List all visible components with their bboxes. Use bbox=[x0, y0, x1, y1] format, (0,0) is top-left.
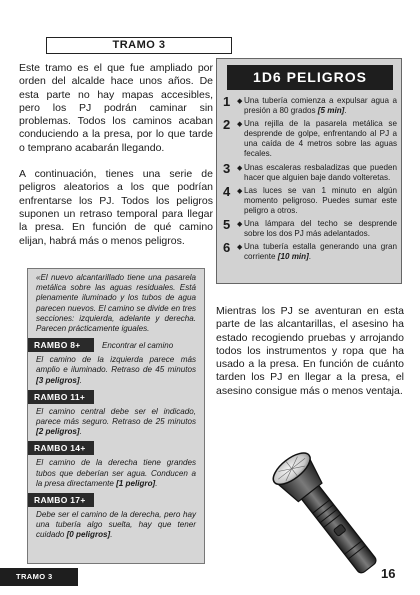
roll-row bbox=[28, 390, 196, 404]
hazard-item bbox=[223, 183, 397, 216]
roll-row bbox=[28, 338, 196, 352]
roll-tag: RAMBO 14+ bbox=[28, 441, 94, 455]
hazard-number: 4 bbox=[223, 183, 231, 199]
hazard-item bbox=[223, 119, 397, 159]
hazards-title: 1D6 PELIGROS bbox=[227, 65, 393, 90]
diamond-bullet-icon: ◆ bbox=[237, 221, 243, 229]
intro-paragraph: Este tramo es el que fue ampliado por orden del alcalde hace unos años. De esta parte no hay mapas accesibles, pero los PJ podrán caminar sin problemas. Todos los caminos acaban conduciendo a la presa, por lo que tarde o temprano acabarán llegando. bbox=[19, 62, 213, 154]
hazard-number: 5 bbox=[223, 217, 231, 233]
hazard-text: Las luces se van 1 minuto en algún momento peligroso. Puedes sumar este peligro a otros. bbox=[244, 185, 397, 215]
hazard-item bbox=[223, 242, 397, 262]
hazard-text: Una lámpara del techo se desprende sobre los dos PJ más adelantados. bbox=[244, 219, 397, 239]
diamond-bullet-icon: ◆ bbox=[237, 121, 243, 129]
roll-result-text: El camino central debe ser el indicado, parece más seguro. Retraso de 25 minutos [2 peligros]. bbox=[36, 406, 196, 437]
roll-tag: RAMBO 17+ bbox=[28, 493, 94, 507]
hazards-explanation-paragraph: A continuación, tienes una serie de peligros aleatorios a los que podrían enfrentarse los PJ. Todos los peligros suponen un retraso temporal para llegar la presa. En función de qué camino elijan, habrá más o menos peligros. bbox=[19, 168, 213, 247]
roll-tag: RAMBO 8+ bbox=[28, 338, 94, 352]
killer-paragraph: Mientras los PJ se aventuran en esta parte de las alcantarillas, el asesino ha estado recogiendo pruebas y arrojando todos los instrumentos y ropa que ha usado a la presa. En función de cuánto tarden los PJ en llegar a la presa, el asesino consigue más o menos ventaja. bbox=[216, 305, 404, 397]
diamond-bullet-icon: ◆ bbox=[237, 98, 243, 105]
hazard-number: 3 bbox=[223, 160, 231, 176]
path-description: «El nuevo alcantarillado tiene una pasarela metálica sobre las aguas residuales. Está plenamente iluminado y los tubos de agua parecen nuevos. El camino se divide en tres secciones: izquierda, adelante y derecha. Parecen prácticamente iguales. bbox=[36, 273, 196, 334]
hazards-list bbox=[223, 96, 397, 265]
hazard-text: Una tubería comienza a expulsar agua a presión a 80 grados [5 min]. bbox=[244, 96, 397, 116]
flashlight-icon bbox=[244, 434, 392, 574]
diamond-bullet-icon: ◆ bbox=[237, 164, 243, 172]
path-rolls-box bbox=[27, 268, 205, 564]
roll-tag: RAMBO 11+ bbox=[28, 390, 94, 404]
diamond-bullet-icon: ◆ bbox=[237, 244, 243, 252]
roll-result-text: Debe ser el camino de la derecha, pero hay una tubería algo suelta, hay que tener cuidado [0 peligros]. bbox=[36, 510, 196, 540]
diamond-bullet-icon: ◆ bbox=[237, 187, 243, 195]
hazard-number: 1 bbox=[223, 94, 231, 109]
roll-row bbox=[28, 493, 196, 507]
section-title: TRAMO 3 bbox=[46, 37, 232, 54]
hazards-table-box bbox=[216, 58, 402, 284]
hazard-text: Una tubería estalla generando una gran corriente [10 min]. bbox=[244, 242, 397, 262]
page-number: 16 bbox=[381, 566, 396, 581]
roll-row bbox=[28, 441, 196, 455]
roll-result-text: El camino de la izquierda parece más amplio e iluminado. Retraso de 45 minutos [3 peligros]. bbox=[36, 355, 196, 385]
hazard-item bbox=[223, 219, 397, 239]
roll-skill-label: Encontrar el camino bbox=[102, 340, 174, 350]
intro-text-column bbox=[19, 62, 213, 261]
hazard-text: Una rejilla de la pasarela metálica se desprende de golpe, enfrentando al PJ a una caída de 4 metros sobre las aguas fecales. bbox=[244, 119, 397, 159]
roll-result-text: El camino de la derecha tiene grandes tubos que deberían ser agua. Conducen a la presa directamente [1 peligro]. bbox=[36, 458, 196, 488]
hazard-number: 6 bbox=[223, 240, 231, 256]
footer-section-tab: TRAMO 3 bbox=[0, 568, 78, 586]
hazard-item bbox=[223, 96, 397, 116]
hazard-text: Unas escaleras resbaladizas que pueden hacer que alguien baje dando volteretas. bbox=[244, 162, 397, 182]
hazard-item bbox=[223, 160, 397, 183]
hazard-number: 2 bbox=[223, 117, 231, 133]
